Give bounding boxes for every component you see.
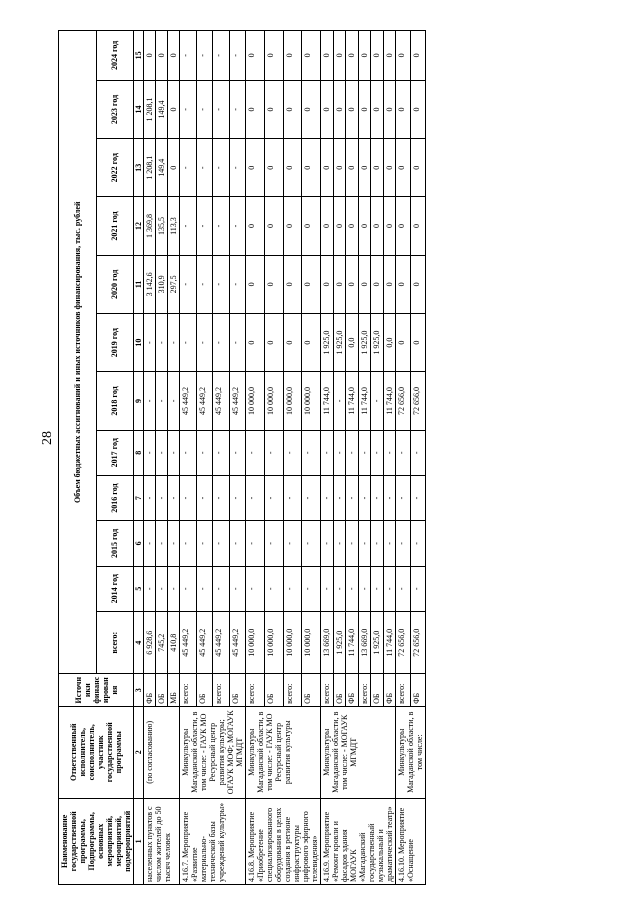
year-value-cell: - xyxy=(246,430,265,475)
year-value-cell: - xyxy=(333,566,346,611)
year-value-cell: 45 449,2 xyxy=(180,372,197,430)
year-value-cell: 0 xyxy=(333,197,346,255)
year-value-cell: 0 xyxy=(246,31,265,81)
year-value-cell: 1 925,0 xyxy=(371,313,384,371)
year-value-cell: 10 000,0 xyxy=(264,372,283,430)
header-year: 2021 год xyxy=(96,197,134,255)
year-value-cell: - xyxy=(196,255,213,313)
column-number: 15 xyxy=(134,31,144,81)
year-value-cell: - xyxy=(333,475,346,520)
year-value-cell: - xyxy=(283,475,302,520)
year-value-cell: 0 xyxy=(333,255,346,313)
activity-name: населенных пунктов с числом жителей до 50 тысяч человек xyxy=(144,798,180,884)
year-value-cell: 0 xyxy=(371,197,384,255)
year-value-cell: 0 xyxy=(302,197,321,255)
year-value-cell: - xyxy=(213,430,230,475)
year-value-cell: - xyxy=(144,566,156,611)
year-value-cell: 0 xyxy=(358,31,371,81)
year-value-cell: 1 208,1 xyxy=(144,80,156,138)
year-value-cell: - xyxy=(196,197,213,255)
year-value-cell: - xyxy=(264,521,283,566)
year-value-cell: - xyxy=(156,521,168,566)
year-value-cell: 0 xyxy=(358,139,371,197)
year-value-cell: - xyxy=(196,521,213,566)
year-value-cell: 0 xyxy=(411,313,426,371)
funding-source-cell: всего: xyxy=(246,674,265,706)
column-number: 1 xyxy=(134,798,144,884)
year-value-cell: 0 xyxy=(302,31,321,81)
year-value-cell: 0 xyxy=(168,31,180,81)
year-value-cell: - xyxy=(346,475,359,520)
year-value-cell: - xyxy=(371,430,384,475)
year-value-cell: 11 744,0 xyxy=(358,372,371,430)
year-value-cell: - xyxy=(144,475,156,520)
year-value-cell: - xyxy=(180,475,197,520)
year-value-cell: 0 xyxy=(321,80,334,138)
year-value-cell: 0 xyxy=(246,255,265,313)
column-number: 11 xyxy=(134,255,144,313)
funding-source-cell: ФБ xyxy=(346,674,359,706)
year-value-cell: 0 xyxy=(346,197,359,255)
header-year: 2016 год xyxy=(96,475,134,520)
year-value-cell: - xyxy=(168,313,180,371)
year-value-cell: 0 xyxy=(283,139,302,197)
year-value-cell: - xyxy=(229,430,246,475)
year-value-cell: 0 xyxy=(383,197,396,255)
year-value-cell: - xyxy=(168,430,180,475)
year-value-cell: - xyxy=(144,430,156,475)
rotated-table-wrapper xyxy=(58,30,558,885)
year-value-cell: - xyxy=(196,313,213,371)
column-number: 5 xyxy=(134,566,144,611)
responsible-executor: Минкультуры Магаданской области, в том числе: xyxy=(396,706,426,798)
year-value-cell: 135,5 xyxy=(156,197,168,255)
year-value-cell: 0 xyxy=(321,31,334,81)
year-value-cell: 0 xyxy=(411,139,426,197)
year-value-cell: 0 xyxy=(358,80,371,138)
year-value-cell: - xyxy=(371,475,384,520)
year-value-cell: - xyxy=(346,521,359,566)
year-value-cell: - xyxy=(156,313,168,371)
total-cell: 745,2 xyxy=(156,611,168,674)
year-value-cell: - xyxy=(180,80,197,138)
responsible-executor: Минкультуры Магаданской области, в том числе: - МОГАУК МГМДТ xyxy=(321,706,396,798)
year-value-cell: - xyxy=(321,475,334,520)
year-value-cell: - xyxy=(411,475,426,520)
activity-name: 4.16.10. Мероприятие «Оснащение xyxy=(396,798,426,884)
year-value-cell: - xyxy=(196,475,213,520)
year-value-cell: 0 xyxy=(264,139,283,197)
total-cell: 72 656,0 xyxy=(396,611,411,674)
year-value-cell: - xyxy=(180,139,197,197)
year-value-cell: - xyxy=(264,430,283,475)
activity-name: 4.16.9. Мероприятие «Ремонт кровли и фасадов здания МОГАУК «Магаданский государственный музыкальный и драматический театр» xyxy=(321,798,396,884)
table-row xyxy=(396,31,411,885)
year-value-cell: - xyxy=(346,430,359,475)
header-total: всего: xyxy=(96,611,134,674)
year-value-cell: - xyxy=(168,372,180,430)
year-value-cell: 0 xyxy=(246,197,265,255)
activity-name: 4.16.7. Мероприятие «Развитие материально-технической базы учреждений культуры» xyxy=(180,798,246,884)
year-value-cell: 0 xyxy=(302,139,321,197)
header-year: 2019 год xyxy=(96,313,134,371)
year-value-cell: 45 449,2 xyxy=(213,372,230,430)
year-value-cell: - xyxy=(346,566,359,611)
column-number: 10 xyxy=(134,313,144,371)
funding-source-cell: всего: xyxy=(283,674,302,706)
year-value-cell: 1 925,0 xyxy=(321,313,334,371)
year-value-cell: - xyxy=(213,80,230,138)
year-value-cell: 0 xyxy=(346,80,359,138)
year-value-cell: 0 xyxy=(371,80,384,138)
year-value-cell: 10 000,0 xyxy=(246,372,265,430)
total-cell: 6 928,6 xyxy=(144,611,156,674)
year-value-cell: - xyxy=(358,430,371,475)
column-number: 9 xyxy=(134,372,144,430)
funding-source-cell: всего: xyxy=(213,674,230,706)
header-name: Наименование государственной программы, Подпрограммы, основных мероприятий, мероприятий, подмероприятий xyxy=(59,798,134,884)
year-value-cell: 0 xyxy=(371,255,384,313)
year-value-cell: - xyxy=(246,566,265,611)
year-value-cell: 0 xyxy=(333,80,346,138)
year-value-cell: - xyxy=(180,521,197,566)
year-value-cell: - xyxy=(196,139,213,197)
year-value-cell: - xyxy=(302,521,321,566)
total-cell: 1 925,0 xyxy=(371,611,384,674)
year-value-cell: 0,0 xyxy=(346,313,359,371)
year-value-cell: 297,5 xyxy=(168,255,180,313)
funding-source-cell: всего: xyxy=(180,674,197,706)
year-value-cell: 0,0 xyxy=(383,313,396,371)
year-value-cell: - xyxy=(229,521,246,566)
year-value-cell: 0 xyxy=(264,255,283,313)
year-value-cell: 0 xyxy=(346,31,359,81)
year-value-cell: 113,3 xyxy=(168,197,180,255)
total-cell: 13 669,0 xyxy=(358,611,371,674)
year-value-cell: - xyxy=(213,255,230,313)
funding-source-cell: всего: xyxy=(396,674,411,706)
year-value-cell: 45 449,2 xyxy=(229,372,246,430)
year-value-cell: 0 xyxy=(264,197,283,255)
year-value-cell: - xyxy=(302,475,321,520)
year-value-cell: 0 xyxy=(333,139,346,197)
year-value-cell: - xyxy=(302,430,321,475)
table-row xyxy=(144,31,156,885)
year-value-cell: 0 xyxy=(383,31,396,81)
year-value-cell: - xyxy=(229,197,246,255)
year-value-cell: - xyxy=(383,475,396,520)
header-year: 2022 год xyxy=(96,139,134,197)
funding-source-cell: ОБ xyxy=(264,674,283,706)
year-value-cell: - xyxy=(333,430,346,475)
header-source: Источники финансирования xyxy=(59,674,134,706)
year-value-cell: - xyxy=(213,566,230,611)
year-value-cell: 0 xyxy=(396,313,411,371)
year-value-cell: - xyxy=(321,430,334,475)
column-number: 14 xyxy=(134,80,144,138)
year-value-cell: - xyxy=(196,31,213,81)
year-value-cell: - xyxy=(180,197,197,255)
year-value-cell: 0 xyxy=(333,31,346,81)
year-value-cell: - xyxy=(213,197,230,255)
total-cell: 10 000,0 xyxy=(283,611,302,674)
year-value-cell: 0 xyxy=(246,80,265,138)
year-value-cell: - xyxy=(144,313,156,371)
year-value-cell: - xyxy=(396,475,411,520)
header-year: 2020 год xyxy=(96,255,134,313)
year-value-cell: 0 xyxy=(396,31,411,81)
total-cell: 410,8 xyxy=(168,611,180,674)
funding-table xyxy=(58,30,426,885)
year-value-cell: 1 369,8 xyxy=(144,197,156,255)
year-value-cell: 149,4 xyxy=(156,80,168,138)
year-value-cell: 0 xyxy=(246,313,265,371)
header-year: 2014 год xyxy=(96,566,134,611)
year-value-cell: - xyxy=(156,372,168,430)
year-value-cell: 72 656,0 xyxy=(396,372,411,430)
column-number: 8 xyxy=(134,430,144,475)
year-value-cell: 0 xyxy=(411,255,426,313)
year-value-cell: - xyxy=(144,372,156,430)
year-value-cell: - xyxy=(213,313,230,371)
year-value-cell: - xyxy=(321,566,334,611)
year-value-cell: - xyxy=(196,80,213,138)
funding-source-cell: ОБ xyxy=(229,674,246,706)
responsible-executor: Минкультуры Магаданской области, в том числе: - ГАУК МО Ресурсный центр развития культуры xyxy=(246,706,321,798)
year-value-cell: - xyxy=(333,521,346,566)
total-cell: 45 449,2 xyxy=(213,611,230,674)
year-value-cell: - xyxy=(283,566,302,611)
total-cell: 11 744,0 xyxy=(346,611,359,674)
header-year: 2018 год xyxy=(96,372,134,430)
year-value-cell: - xyxy=(156,430,168,475)
year-value-cell: 0 xyxy=(264,80,283,138)
year-value-cell: - xyxy=(229,139,246,197)
year-value-cell: 10 000,0 xyxy=(283,372,302,430)
year-value-cell: 0 xyxy=(321,139,334,197)
year-value-cell: - xyxy=(371,372,384,430)
year-value-cell: - xyxy=(264,475,283,520)
year-value-cell: - xyxy=(213,139,230,197)
year-value-cell: - xyxy=(264,566,283,611)
year-value-cell: 310,9 xyxy=(156,255,168,313)
year-value-cell: 0 xyxy=(396,255,411,313)
year-value-cell: 0 xyxy=(283,313,302,371)
year-value-cell: 0 xyxy=(168,80,180,138)
year-value-cell: 0 xyxy=(302,80,321,138)
year-value-cell: 0 xyxy=(302,255,321,313)
year-value-cell: 0 xyxy=(264,31,283,81)
year-value-cell: 45 449,2 xyxy=(196,372,213,430)
funding-source-cell: ОБ xyxy=(333,674,346,706)
total-cell: 45 449,2 xyxy=(180,611,197,674)
year-value-cell: 0 xyxy=(246,139,265,197)
year-value-cell: - xyxy=(371,521,384,566)
year-value-cell: - xyxy=(229,255,246,313)
year-value-cell: - xyxy=(396,521,411,566)
year-value-cell: - xyxy=(156,475,168,520)
year-value-cell: 0 xyxy=(346,255,359,313)
year-value-cell: - xyxy=(358,566,371,611)
year-value-cell: - xyxy=(229,31,246,81)
year-value-cell: 0 xyxy=(396,197,411,255)
year-value-cell: 0 xyxy=(321,255,334,313)
table-row xyxy=(321,31,334,885)
year-value-cell: 0 xyxy=(371,139,384,197)
year-value-cell: - xyxy=(156,566,168,611)
total-cell: 11 744,0 xyxy=(383,611,396,674)
year-value-cell: 0 xyxy=(302,313,321,371)
year-value-cell: 11 744,0 xyxy=(346,372,359,430)
year-value-cell: - xyxy=(180,313,197,371)
year-value-cell: - xyxy=(180,566,197,611)
year-value-cell: 0 xyxy=(283,255,302,313)
year-value-cell: 0 xyxy=(346,139,359,197)
funding-source-cell: ФБ xyxy=(383,674,396,706)
year-value-cell: 0 xyxy=(411,197,426,255)
year-value-cell: - xyxy=(144,521,156,566)
year-value-cell: 0 xyxy=(383,139,396,197)
year-value-cell: - xyxy=(196,566,213,611)
activity-name: 4.16.8. Мероприятие «Приобретение специализированного оборудования в целях создания в регионе инфраструктуры цифрового эфирного телевидения» xyxy=(246,798,321,884)
funding-source-cell: ОБ xyxy=(156,674,168,706)
funding-source-cell: всего: xyxy=(358,674,371,706)
year-value-cell: 10 000,0 xyxy=(302,372,321,430)
year-value-cell: 0 xyxy=(283,197,302,255)
year-value-cell: 1 925,0 xyxy=(333,313,346,371)
year-value-cell: - xyxy=(180,430,197,475)
funding-source-cell: ОБ xyxy=(196,674,213,706)
total-cell: 10 000,0 xyxy=(264,611,283,674)
year-value-cell: 0 xyxy=(371,31,384,81)
year-value-cell: 0 xyxy=(283,31,302,81)
year-value-cell: 0 xyxy=(396,139,411,197)
table-body xyxy=(144,31,426,885)
year-value-cell: - xyxy=(246,521,265,566)
year-value-cell: - xyxy=(180,255,197,313)
column-number: 4 xyxy=(134,611,144,674)
year-value-cell: 0 xyxy=(168,139,180,197)
year-value-cell: - xyxy=(168,475,180,520)
year-value-cell: - xyxy=(213,521,230,566)
year-value-cell: - xyxy=(358,521,371,566)
column-number: 12 xyxy=(134,197,144,255)
column-number: 13 xyxy=(134,139,144,197)
column-number: 2 xyxy=(134,706,144,798)
year-value-cell: 0 xyxy=(283,80,302,138)
year-value-cell: 0 xyxy=(264,313,283,371)
year-value-cell: 11 744,0 xyxy=(321,372,334,430)
header-funding: Объем бюджетных ассигнований и иных источников финансирования, тыс. рублей xyxy=(59,31,97,675)
header-responsible: Ответственный исполнитель, соисполнитель, участник государственной программы xyxy=(59,706,134,798)
year-value-cell: - xyxy=(411,521,426,566)
total-cell: 72 656,0 xyxy=(411,611,426,674)
funding-source-cell: ФБ xyxy=(144,674,156,706)
funding-source-cell: МБ xyxy=(168,674,180,706)
year-value-cell: 0 xyxy=(383,80,396,138)
year-value-cell: 1 925,0 xyxy=(358,313,371,371)
year-value-cell: 0 xyxy=(411,80,426,138)
table-row xyxy=(246,31,265,885)
responsible-executor: Минкультуры Магаданской области, в том числе: - ГАУК МО Ресурсный центр развития культуры; ОГАУК МОФ; МОГАУК МГМДТ xyxy=(180,706,246,798)
page-number: 28 xyxy=(40,431,55,445)
year-value-cell: - xyxy=(396,430,411,475)
header-year: 2017 год xyxy=(96,430,134,475)
year-value-cell: 0 xyxy=(383,255,396,313)
year-value-cell: 0 xyxy=(144,31,156,81)
year-value-cell: - xyxy=(321,521,334,566)
year-value-cell: - xyxy=(283,521,302,566)
year-value-cell: - xyxy=(196,430,213,475)
year-value-cell: - xyxy=(229,566,246,611)
header-year: 2023 год xyxy=(96,80,134,138)
year-value-cell: - xyxy=(180,31,197,81)
year-value-cell: - xyxy=(383,566,396,611)
funding-source-cell: всего: xyxy=(321,674,334,706)
table-row xyxy=(180,31,197,885)
year-value-cell: - xyxy=(229,80,246,138)
year-value-cell: - xyxy=(213,31,230,81)
year-value-cell: - xyxy=(229,475,246,520)
year-value-cell: 11 744,0 xyxy=(383,372,396,430)
column-number: 7 xyxy=(134,475,144,520)
column-number: 6 xyxy=(134,521,144,566)
total-cell: 45 449,2 xyxy=(229,611,246,674)
year-value-cell: 3 142,6 xyxy=(144,255,156,313)
year-value-cell: 0 xyxy=(358,255,371,313)
year-value-cell: - xyxy=(411,430,426,475)
year-value-cell: 72 656,0 xyxy=(411,372,426,430)
responsible-executor: (по согласованию) xyxy=(144,706,180,798)
total-cell: 13 669,0 xyxy=(321,611,334,674)
total-cell: 10 000,0 xyxy=(302,611,321,674)
year-value-cell: 0 xyxy=(321,197,334,255)
year-value-cell: - xyxy=(168,521,180,566)
column-number: 3 xyxy=(134,674,144,706)
total-cell: 1 925,0 xyxy=(333,611,346,674)
year-value-cell: - xyxy=(383,521,396,566)
year-value-cell: - xyxy=(168,566,180,611)
year-value-cell: - xyxy=(213,475,230,520)
header-year: 2015 год xyxy=(96,521,134,566)
funding-source-cell: ОБ xyxy=(371,674,384,706)
year-value-cell: 0 xyxy=(156,31,168,81)
year-value-cell: - xyxy=(283,430,302,475)
total-cell: 10 000,0 xyxy=(246,611,265,674)
year-value-cell: - xyxy=(333,372,346,430)
header-year: 2024 год xyxy=(96,31,134,81)
year-value-cell: - xyxy=(246,475,265,520)
total-cell: 45 449,2 xyxy=(196,611,213,674)
year-value-cell: 1 208,1 xyxy=(144,139,156,197)
year-value-cell: - xyxy=(229,313,246,371)
year-value-cell: 149,4 xyxy=(156,139,168,197)
funding-source-cell: ФБ xyxy=(411,674,426,706)
year-value-cell: - xyxy=(302,566,321,611)
funding-source-cell: ОБ xyxy=(302,674,321,706)
year-value-cell: - xyxy=(383,430,396,475)
year-value-cell: - xyxy=(358,475,371,520)
year-value-cell: 0 xyxy=(358,197,371,255)
year-value-cell: - xyxy=(411,566,426,611)
year-value-cell: - xyxy=(371,566,384,611)
year-value-cell: - xyxy=(396,566,411,611)
year-value-cell: 0 xyxy=(411,31,426,81)
year-value-cell: 0 xyxy=(396,80,411,138)
